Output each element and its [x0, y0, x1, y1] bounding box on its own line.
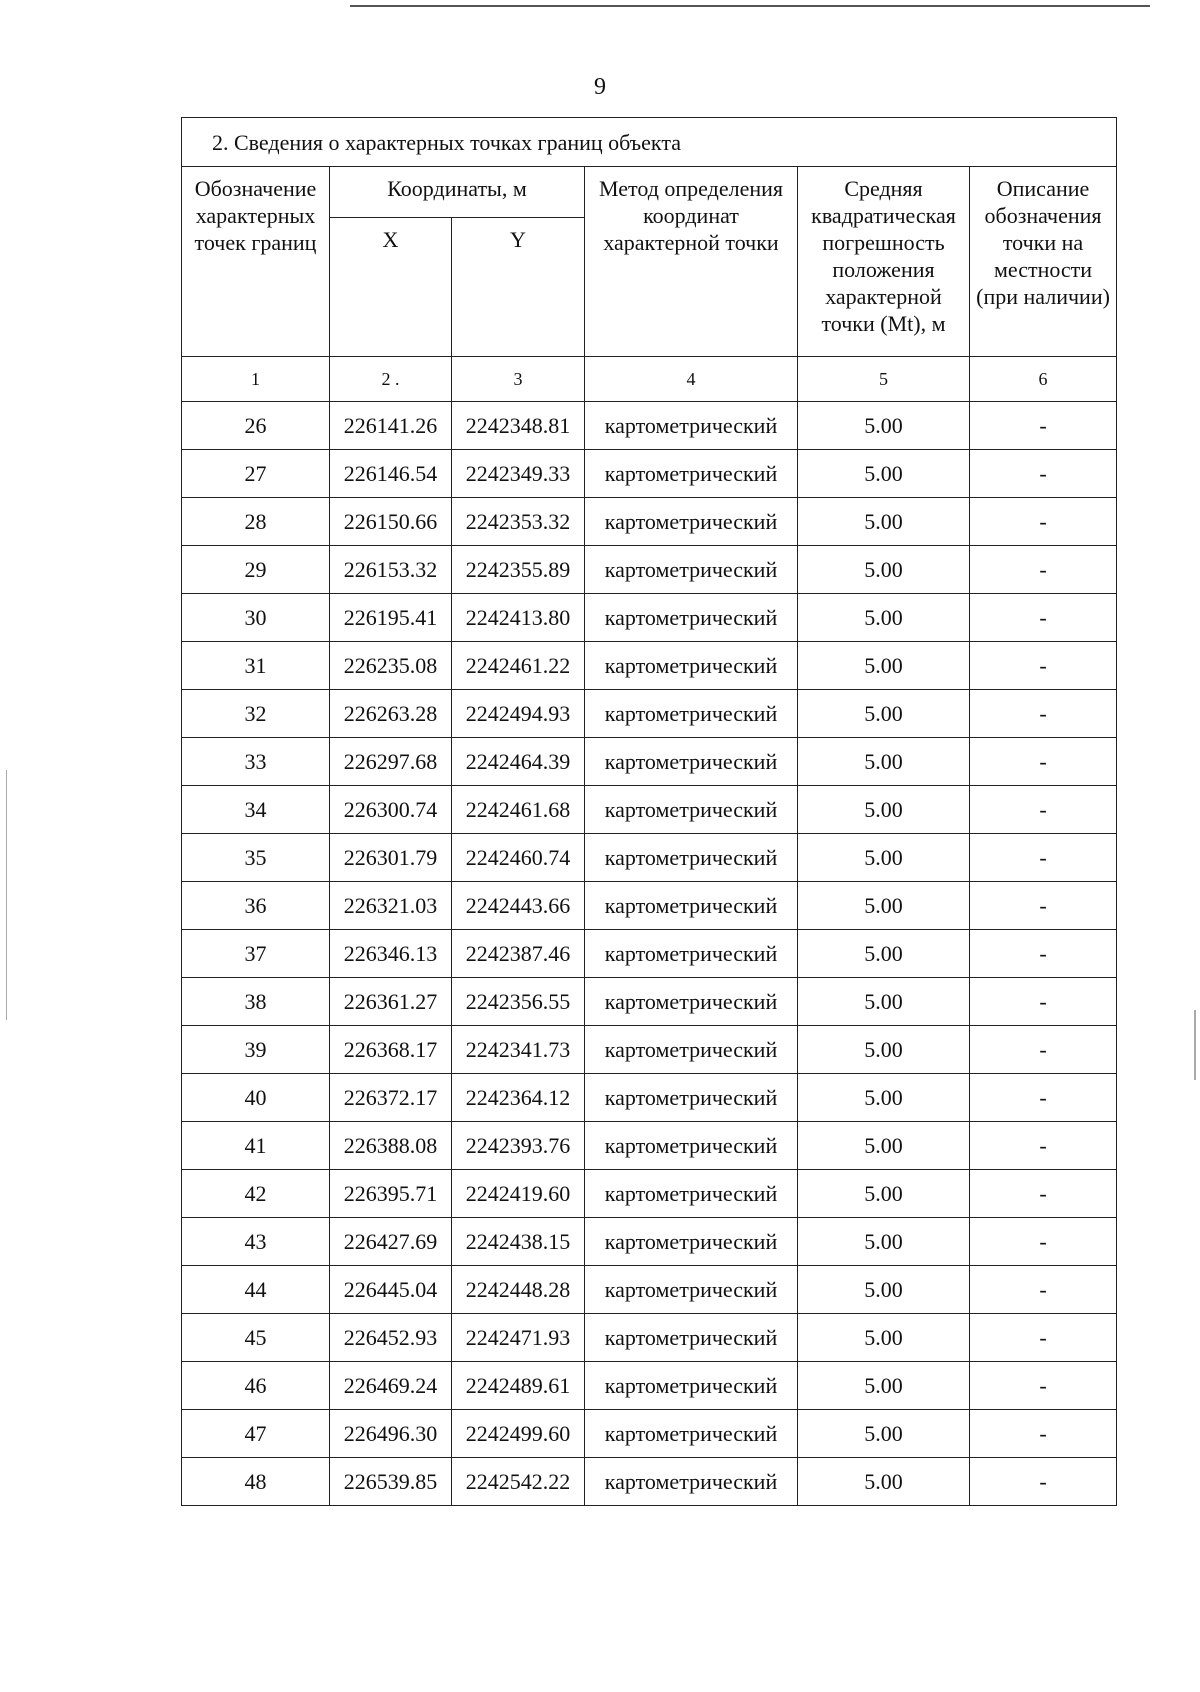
cell-y: 2242471.93	[452, 1314, 585, 1362]
column-number: 1	[182, 357, 330, 402]
cell-description: -	[970, 1122, 1117, 1170]
cell-mt: 5.00	[798, 402, 970, 450]
cell-method: картометрический	[585, 1458, 798, 1506]
cell-point: 26	[182, 402, 330, 450]
table-row	[182, 1314, 1117, 1362]
cell-description: -	[970, 1026, 1117, 1074]
table-row	[182, 978, 1117, 1026]
cell-method: картометрический	[585, 1218, 798, 1266]
cell-mt: 5.00	[798, 1458, 970, 1506]
cell-y: 2242364.12	[452, 1074, 585, 1122]
cell-description: -	[970, 1314, 1117, 1362]
cell-mt: 5.00	[798, 1410, 970, 1458]
table-row	[182, 402, 1117, 450]
column-number: 2 .	[330, 357, 452, 402]
scan-edge-mark	[1194, 1010, 1196, 1080]
cell-method: картометрический	[585, 738, 798, 786]
cell-point: 33	[182, 738, 330, 786]
cell-x: 226445.04	[330, 1266, 452, 1314]
cell-point: 44	[182, 1266, 330, 1314]
cell-description: -	[970, 1170, 1117, 1218]
cell-method: картометрический	[585, 1074, 798, 1122]
table-row	[182, 738, 1117, 786]
cell-description: -	[970, 786, 1117, 834]
cell-method: картометрический	[585, 882, 798, 930]
cell-y: 2242349.33	[452, 450, 585, 498]
cell-description: -	[970, 546, 1117, 594]
cell-y: 2242448.28	[452, 1266, 585, 1314]
cell-mt: 5.00	[798, 1218, 970, 1266]
cell-mt: 5.00	[798, 1122, 970, 1170]
cell-x: 226297.68	[330, 738, 452, 786]
cell-point: 28	[182, 498, 330, 546]
table-row	[182, 1074, 1117, 1122]
cell-description: -	[970, 978, 1117, 1026]
table-row	[182, 786, 1117, 834]
cell-method: картометрический	[585, 450, 798, 498]
cell-description: -	[970, 450, 1117, 498]
cell-point: 34	[182, 786, 330, 834]
cell-description: -	[970, 1218, 1117, 1266]
header-x: X	[330, 218, 452, 357]
table-row	[182, 642, 1117, 690]
cell-y: 2242438.15	[452, 1218, 585, 1266]
cell-mt: 5.00	[798, 1074, 970, 1122]
cell-mt: 5.00	[798, 690, 970, 738]
cell-description: -	[970, 594, 1117, 642]
cell-x: 226496.30	[330, 1410, 452, 1458]
cell-method: картометрический	[585, 1266, 798, 1314]
cell-x: 226150.66	[330, 498, 452, 546]
cell-point: 35	[182, 834, 330, 882]
cell-y: 2242341.73	[452, 1026, 585, 1074]
cell-point: 40	[182, 1074, 330, 1122]
table-row	[182, 1122, 1117, 1170]
cell-point: 38	[182, 978, 330, 1026]
cell-y: 2242461.22	[452, 642, 585, 690]
cell-mt: 5.00	[798, 930, 970, 978]
cell-method: картометрический	[585, 1314, 798, 1362]
cell-y: 2242393.76	[452, 1122, 585, 1170]
cell-mt: 5.00	[798, 1314, 970, 1362]
cell-x: 226388.08	[330, 1122, 452, 1170]
cell-description: -	[970, 642, 1117, 690]
cell-x: 226301.79	[330, 834, 452, 882]
cell-method: картометрический	[585, 546, 798, 594]
table-row	[182, 450, 1117, 498]
header-description: Описание обозначения точки на местности (при наличии)	[970, 167, 1117, 357]
cell-y: 2242460.74	[452, 834, 585, 882]
cell-point: 46	[182, 1362, 330, 1410]
cell-description: -	[970, 402, 1117, 450]
cell-x: 226146.54	[330, 450, 452, 498]
cell-description: -	[970, 1410, 1117, 1458]
column-number-row	[182, 357, 1117, 402]
cell-mt: 5.00	[798, 834, 970, 882]
cell-mt: 5.00	[798, 1362, 970, 1410]
cell-mt: 5.00	[798, 1170, 970, 1218]
cell-x: 226346.13	[330, 930, 452, 978]
table-row	[182, 690, 1117, 738]
cell-method: картометрический	[585, 978, 798, 1026]
cell-description: -	[970, 690, 1117, 738]
cell-mt: 5.00	[798, 738, 970, 786]
cell-point: 39	[182, 1026, 330, 1074]
header-rms-error: Средняя квадратическая погрешность положения характерной точки (Mt), м	[798, 167, 970, 357]
cell-point: 48	[182, 1458, 330, 1506]
page-number: 9	[594, 74, 606, 100]
cell-y: 2242464.39	[452, 738, 585, 786]
cell-point: 31	[182, 642, 330, 690]
cell-x: 226300.74	[330, 786, 452, 834]
cell-y: 2242499.60	[452, 1410, 585, 1458]
table-row	[182, 882, 1117, 930]
cell-method: картометрический	[585, 642, 798, 690]
header-coordinates: Координаты, м	[330, 167, 585, 218]
cell-y: 2242353.32	[452, 498, 585, 546]
cell-point: 36	[182, 882, 330, 930]
cell-description: -	[970, 1458, 1117, 1506]
cell-description: -	[970, 834, 1117, 882]
cell-method: картометрический	[585, 1122, 798, 1170]
table-row	[182, 594, 1117, 642]
cell-x: 226321.03	[330, 882, 452, 930]
column-number: 3	[452, 357, 585, 402]
cell-y: 2242489.61	[452, 1362, 585, 1410]
cell-x: 226395.71	[330, 1170, 452, 1218]
table-row	[182, 1410, 1117, 1458]
table-row	[182, 1266, 1117, 1314]
cell-method: картометрический	[585, 1362, 798, 1410]
header-method: Метод определения координат характерной точки	[585, 167, 798, 357]
cell-x: 226141.26	[330, 402, 452, 450]
column-number: 5	[798, 357, 970, 402]
cell-x: 226368.17	[330, 1026, 452, 1074]
cell-mt: 5.00	[798, 498, 970, 546]
cell-point: 30	[182, 594, 330, 642]
section-title: 2. Сведения о характерных точках границ объекта	[182, 118, 1117, 167]
cell-description: -	[970, 738, 1117, 786]
cell-point: 42	[182, 1170, 330, 1218]
cell-x: 226427.69	[330, 1218, 452, 1266]
table-row	[182, 1218, 1117, 1266]
cell-method: картометрический	[585, 402, 798, 450]
cell-x: 226539.85	[330, 1458, 452, 1506]
cell-point: 37	[182, 930, 330, 978]
cell-point: 27	[182, 450, 330, 498]
table-row	[182, 1458, 1117, 1506]
cell-point: 41	[182, 1122, 330, 1170]
cell-description: -	[970, 882, 1117, 930]
cell-y: 2242419.60	[452, 1170, 585, 1218]
cell-point: 29	[182, 546, 330, 594]
cell-y: 2242542.22	[452, 1458, 585, 1506]
cell-point: 47	[182, 1410, 330, 1458]
cell-method: картометрический	[585, 1026, 798, 1074]
cell-x: 226153.32	[330, 546, 452, 594]
cell-x: 226263.28	[330, 690, 452, 738]
scan-edge-mark	[6, 770, 7, 1020]
cell-mt: 5.00	[798, 978, 970, 1026]
cell-point: 43	[182, 1218, 330, 1266]
cell-mt: 5.00	[798, 786, 970, 834]
table-row	[182, 1362, 1117, 1410]
cell-y: 2242413.80	[452, 594, 585, 642]
boundary-points-table	[181, 117, 1117, 1506]
cell-description: -	[970, 1266, 1117, 1314]
cell-method: картометрический	[585, 834, 798, 882]
cell-description: -	[970, 1074, 1117, 1122]
cell-x: 226372.17	[330, 1074, 452, 1122]
table-row	[182, 546, 1117, 594]
cell-x: 226452.93	[330, 1314, 452, 1362]
header-y: Y	[452, 218, 585, 357]
cell-description: -	[970, 498, 1117, 546]
cell-mt: 5.00	[798, 642, 970, 690]
table-row	[182, 1026, 1117, 1074]
cell-y: 2242348.81	[452, 402, 585, 450]
cell-method: картометрический	[585, 498, 798, 546]
table-row	[182, 1170, 1117, 1218]
cell-y: 2242355.89	[452, 546, 585, 594]
cell-x: 226469.24	[330, 1362, 452, 1410]
cell-x: 226235.08	[330, 642, 452, 690]
section-title-row	[182, 118, 1117, 167]
table-row	[182, 498, 1117, 546]
cell-description: -	[970, 930, 1117, 978]
table-row	[182, 930, 1117, 978]
cell-method: картометрический	[585, 930, 798, 978]
cell-description: -	[970, 1362, 1117, 1410]
cell-mt: 5.00	[798, 1266, 970, 1314]
cell-point: 45	[182, 1314, 330, 1362]
cell-method: картометрический	[585, 690, 798, 738]
scan-top-rule	[350, 5, 1150, 7]
table-row	[182, 834, 1117, 882]
cell-mt: 5.00	[798, 594, 970, 642]
cell-point: 32	[182, 690, 330, 738]
cell-x: 226361.27	[330, 978, 452, 1026]
cell-mt: 5.00	[798, 1026, 970, 1074]
cell-y: 2242443.66	[452, 882, 585, 930]
cell-method: картометрический	[585, 1170, 798, 1218]
cell-mt: 5.00	[798, 546, 970, 594]
header-row-1	[182, 167, 1117, 218]
cell-mt: 5.00	[798, 450, 970, 498]
column-number: 6	[970, 357, 1117, 402]
cell-method: картометрический	[585, 786, 798, 834]
cell-y: 2242356.55	[452, 978, 585, 1026]
cell-mt: 5.00	[798, 882, 970, 930]
cell-method: картометрический	[585, 594, 798, 642]
column-number: 4	[585, 357, 798, 402]
cell-y: 2242387.46	[452, 930, 585, 978]
cell-method: картометрический	[585, 1410, 798, 1458]
cell-x: 226195.41	[330, 594, 452, 642]
cell-y: 2242461.68	[452, 786, 585, 834]
header-point-designation: Обозначение характерных точек границ	[182, 167, 330, 357]
cell-y: 2242494.93	[452, 690, 585, 738]
